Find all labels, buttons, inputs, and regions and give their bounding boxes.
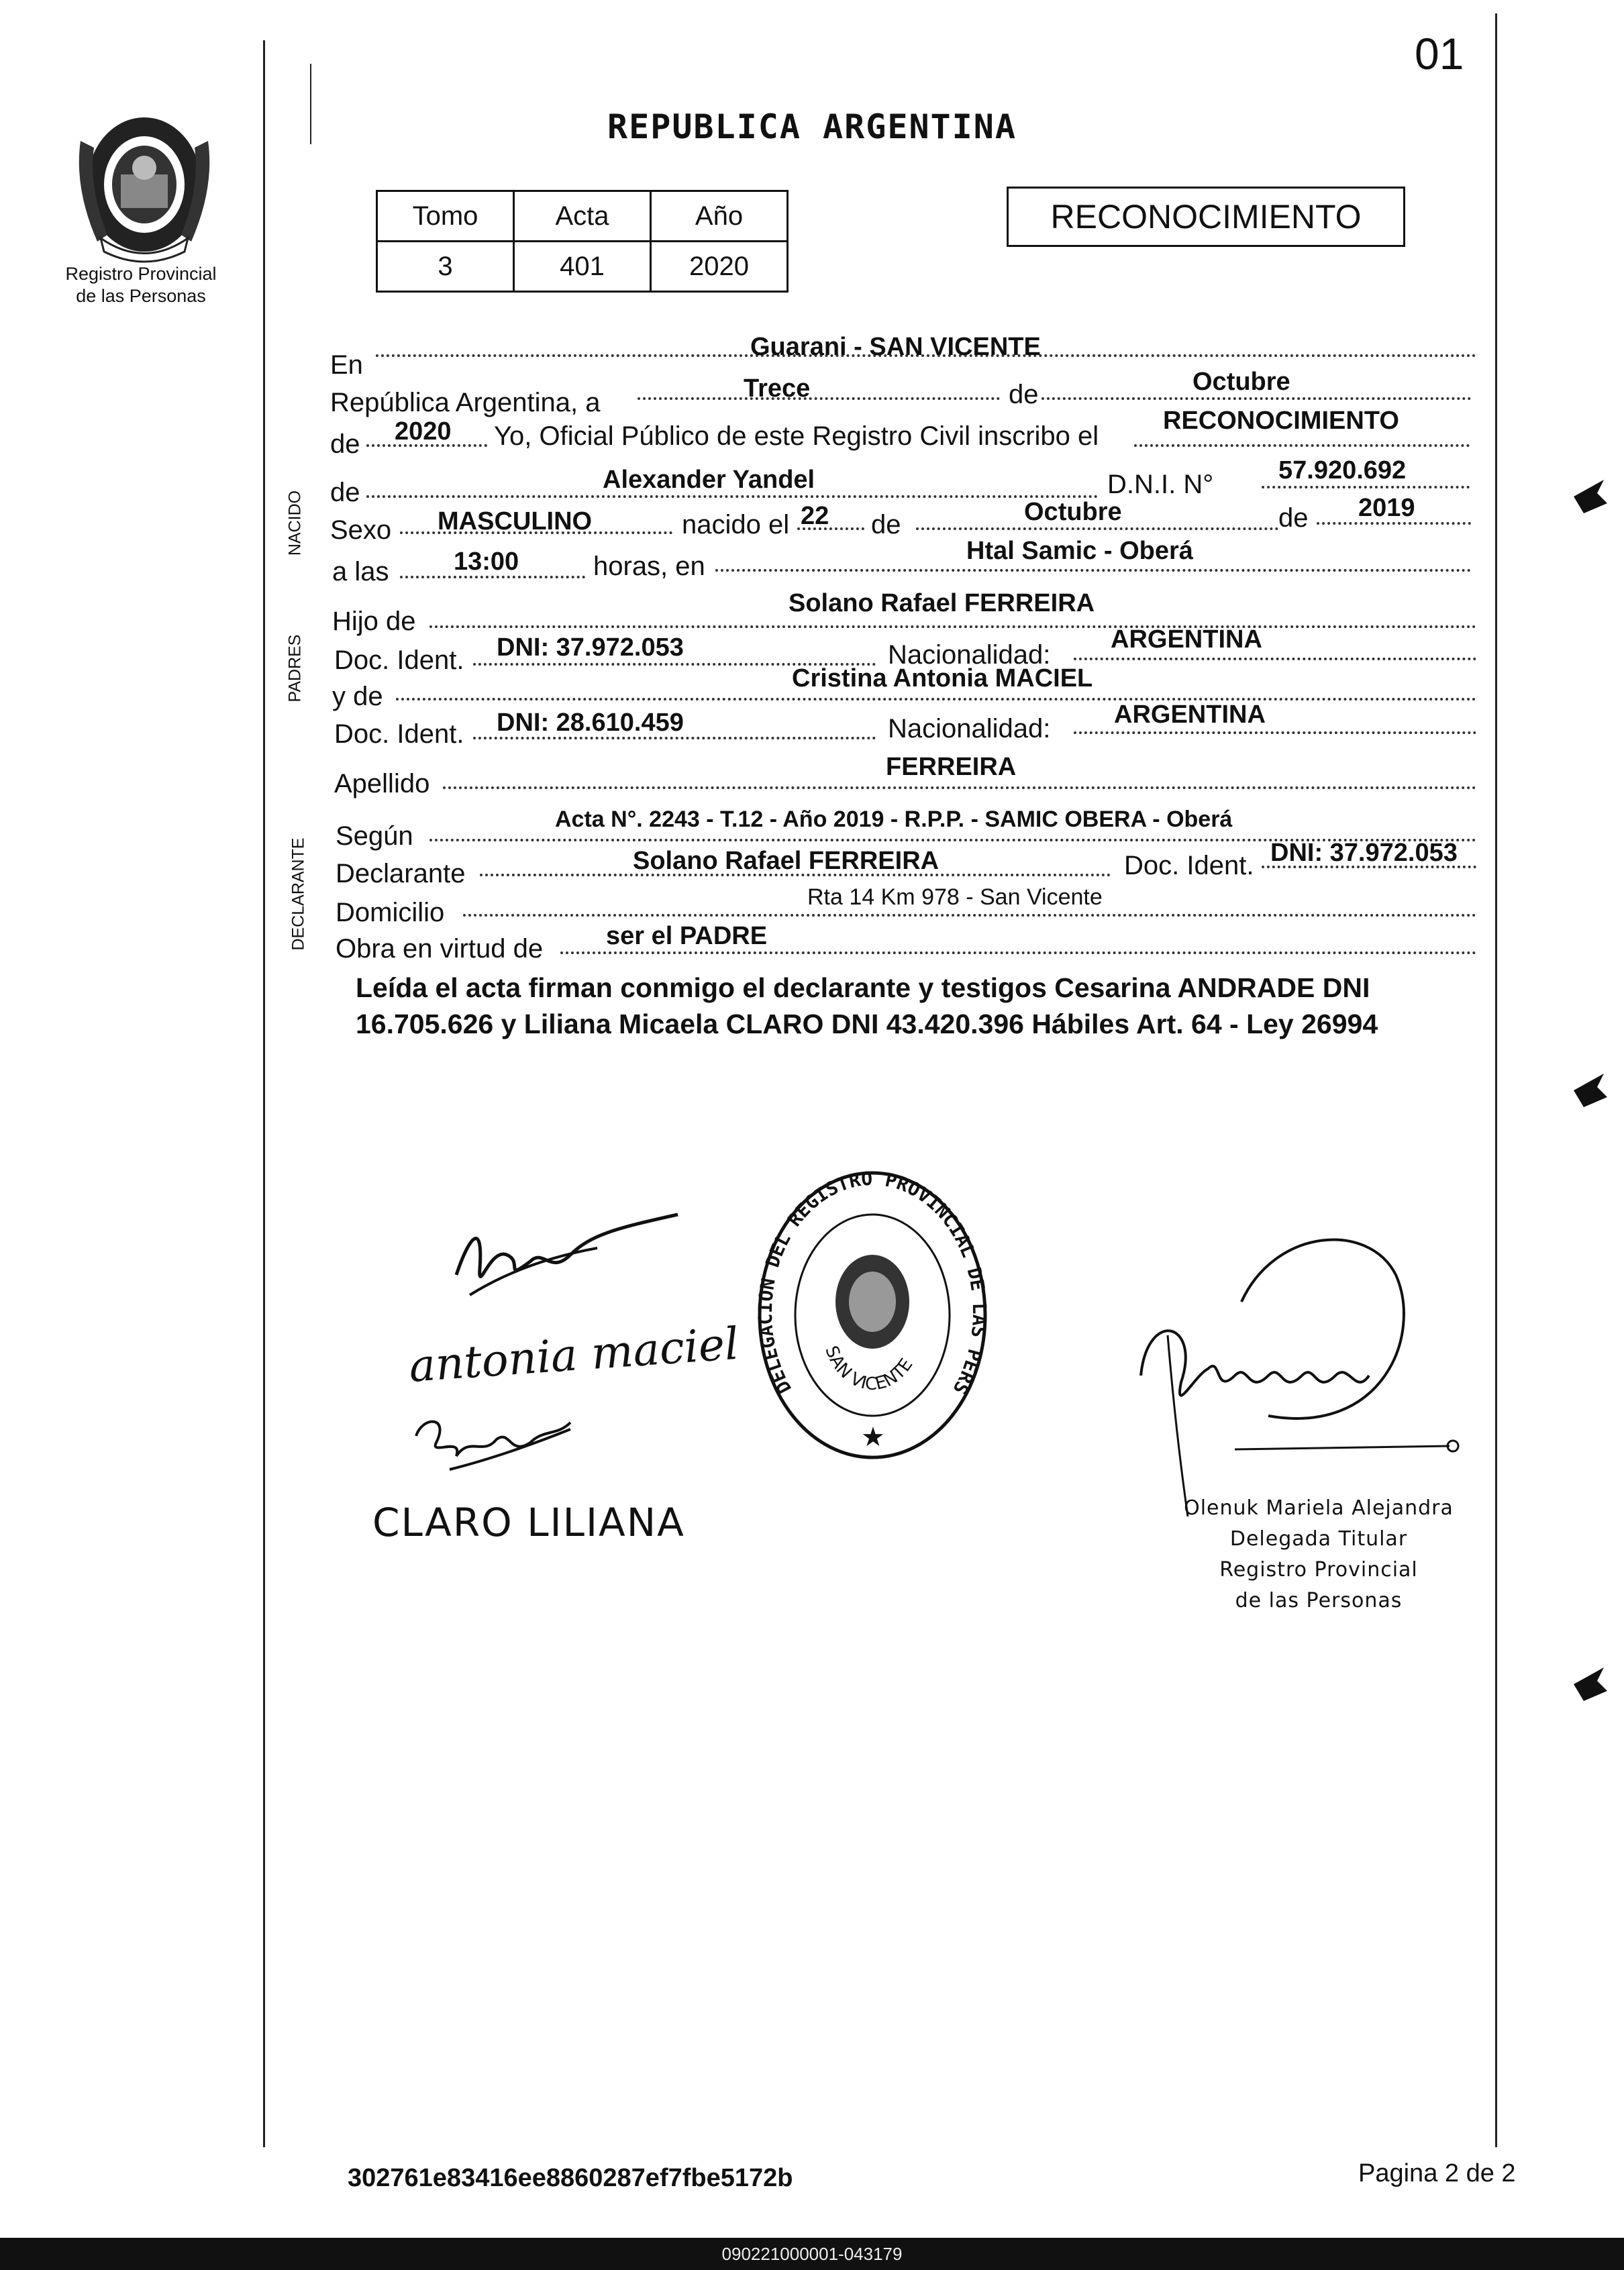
stamp-inner-text: SAN VICENTE (821, 1343, 917, 1395)
record-value-acta: 401 (514, 242, 651, 292)
official-block (1171, 1493, 1466, 1616)
dots-madre (396, 698, 1476, 701)
value-madre-doc: DNI: 28.610.459 (497, 709, 684, 737)
label-yo-oficial: Yo, Oficial Público de este Registro Civil inscribo el (494, 421, 1099, 451)
page-number: 01 (1415, 29, 1464, 79)
official-org-line2: de las Personas (1235, 1589, 1403, 1612)
label-hijo-de: Hijo de (332, 607, 416, 636)
label-de-nac-mes: de (871, 510, 901, 539)
logo-caption-line2: de las Personas (76, 286, 206, 306)
logo-caption-line1: Registro Provincial (65, 264, 217, 284)
label-doc-declarante: Doc. Ident. (1124, 851, 1254, 880)
value-mes: Octubre (1192, 368, 1290, 396)
value-dni: 57.920.692 (1278, 456, 1407, 484)
value-madre-nac: ARGENTINA (1114, 701, 1266, 729)
record-table (376, 190, 789, 293)
value-nac-anio: 2019 (1358, 494, 1415, 522)
label-domicilio: Domicilio (336, 898, 445, 927)
value-padre: Solano Rafael FERREIRA (789, 589, 1095, 617)
record-header-acta: Acta (514, 191, 651, 242)
stamp-ring-text: DELEGACION DEL REGISTRO PROVINCIAL DE LAS PERSONAS (746, 1150, 991, 1398)
label-de-nac-anio: de (1278, 503, 1309, 533)
label-doc-padre: Doc. Ident. (334, 646, 464, 675)
value-acto: RECONOCIMIENTO (1163, 407, 1399, 435)
label-sexo: Sexo (330, 515, 392, 545)
dots-nombre (366, 495, 1098, 498)
value-padre-doc: DNI: 37.972.053 (497, 633, 684, 662)
document-title: REPUBLICA ARGENTINA (607, 107, 1017, 146)
value-nac-mes: Octubre (1024, 498, 1122, 526)
label-obra-en-virtud: Obra en virtud de (336, 934, 544, 964)
dots-lugar-nac (715, 569, 1471, 572)
label-apellido: Apellido (334, 769, 430, 798)
official-title: Delegada Titular (1229, 1527, 1408, 1551)
page-indicator: Pagina 2 de 2 (1358, 2159, 1516, 2187)
label-de-anio: de (330, 429, 360, 459)
record-header-anio: Año (651, 191, 788, 242)
statement-paragraph: Leída el acta firman conmigo el declarante y testigos Cesarina ANDRADE DNI 16.705.626 y Liliana Micaela CLARO DNI 43.420.396 Hábiles Art. 64 - Ley 26994 (356, 972, 1378, 1039)
value-lugar-nac: Htal Samic - Oberá (966, 537, 1193, 565)
label-a-las: a las (332, 557, 389, 586)
dots-nac-mes (916, 527, 1278, 530)
label-dni: D.N.I. N° (1107, 470, 1214, 499)
punch-mark-2 (1570, 1070, 1611, 1111)
label-en: En (330, 350, 363, 380)
barcode-strip: 090221000001-043179 (0, 2238, 1624, 2270)
label-republica: República Argentina, a (330, 388, 601, 417)
record-value-row (377, 242, 788, 292)
registry-stamp (746, 1150, 993, 1463)
punch-mark-1 (1570, 476, 1611, 517)
stamp-star: ★ (861, 1423, 885, 1452)
signature-declarante (443, 1208, 684, 1302)
side-label-nacido: NACIDO (285, 490, 305, 556)
value-domicilio: Rta 14 Km 978 - San Vicente (807, 884, 1103, 910)
dots-mes (1042, 397, 1471, 400)
value-nac-dia: 22 (801, 502, 829, 530)
dots-virtud (560, 951, 1476, 954)
left-margin-line (263, 40, 265, 2147)
value-declarante-doc: DNI: 37.972.053 (1270, 839, 1458, 867)
label-nacido-el: nacido el (682, 510, 790, 539)
side-label-declarante: DECLARANTE (289, 837, 308, 951)
logo-caption (47, 263, 235, 307)
value-nombre: Alexander Yandel (603, 466, 815, 494)
dots-padre (429, 625, 1476, 628)
label-doc-madre: Doc. Ident. (334, 719, 464, 749)
value-anio: 2020 (395, 417, 452, 446)
record-value-tomo: 3 (377, 242, 514, 292)
signature-official (1101, 1215, 1476, 1523)
signature-antonia-maciel-text: antonia maciel (407, 1317, 741, 1392)
value-segun: Acta N°. 2243 - T.12 - Año 2019 - R.P.P. - SAMIC OBERA - Oberá (555, 807, 1233, 832)
document-hash: 302761e83416ee8860287ef7fbe5172b (348, 2164, 793, 2192)
value-sexo: MASCULINO (438, 507, 593, 535)
right-margin-line (1495, 13, 1497, 2147)
side-label-padres: PADRES (285, 634, 305, 703)
signature-claro-liliana: CLARO LILIANA (372, 1500, 685, 1545)
official-name: Olenuk Mariela Alejandra (1184, 1496, 1454, 1520)
value-hora: 13:00 (454, 548, 519, 576)
label-de-mes: de (1009, 380, 1039, 409)
signature-antonia-maciel (407, 1317, 741, 1399)
label-nac-madre: Nacionalidad: (888, 714, 1051, 743)
dots-madre-nac (1074, 731, 1476, 734)
signature-andrade (409, 1409, 584, 1483)
dots-dia (638, 397, 1000, 400)
misiones-seal-logo (67, 101, 221, 262)
record-value-anio: 2020 (651, 242, 788, 292)
label-declarante: Declarante (336, 859, 466, 888)
value-lugar: Guarani - SAN VICENTE (750, 333, 1041, 361)
value-virtud: ser el PADRE (606, 922, 768, 950)
official-org-line1: Registro Provincial (1219, 1558, 1418, 1582)
dots-padre-nac (1074, 658, 1476, 660)
dots-acto (1134, 444, 1470, 447)
value-dia: Trece (744, 374, 811, 403)
value-padre-nac: ARGENTINA (1111, 625, 1262, 654)
act-type-box: RECONOCIMIENTO (1007, 187, 1405, 247)
value-madre: Cristina Antonia MACIEL (792, 664, 1093, 692)
label-segun: Según (336, 821, 413, 851)
value-apellido: FERREIRA (886, 753, 1017, 781)
label-y-de: y de (332, 682, 383, 711)
dots-domicilio (463, 914, 1476, 917)
label-horas-en: horas, en (593, 552, 705, 581)
record-header-tomo: Tomo (377, 191, 514, 242)
record-header-row (377, 191, 788, 242)
dots-dni (1262, 486, 1470, 488)
punch-mark-3 (1570, 1664, 1611, 1704)
value-declarante: Solano Rafael FERREIRA (633, 847, 940, 875)
label-de-nombre: de (330, 478, 360, 507)
dots-apellido (443, 786, 1476, 789)
label-nac-padre: Nacionalidad: (888, 640, 1051, 670)
